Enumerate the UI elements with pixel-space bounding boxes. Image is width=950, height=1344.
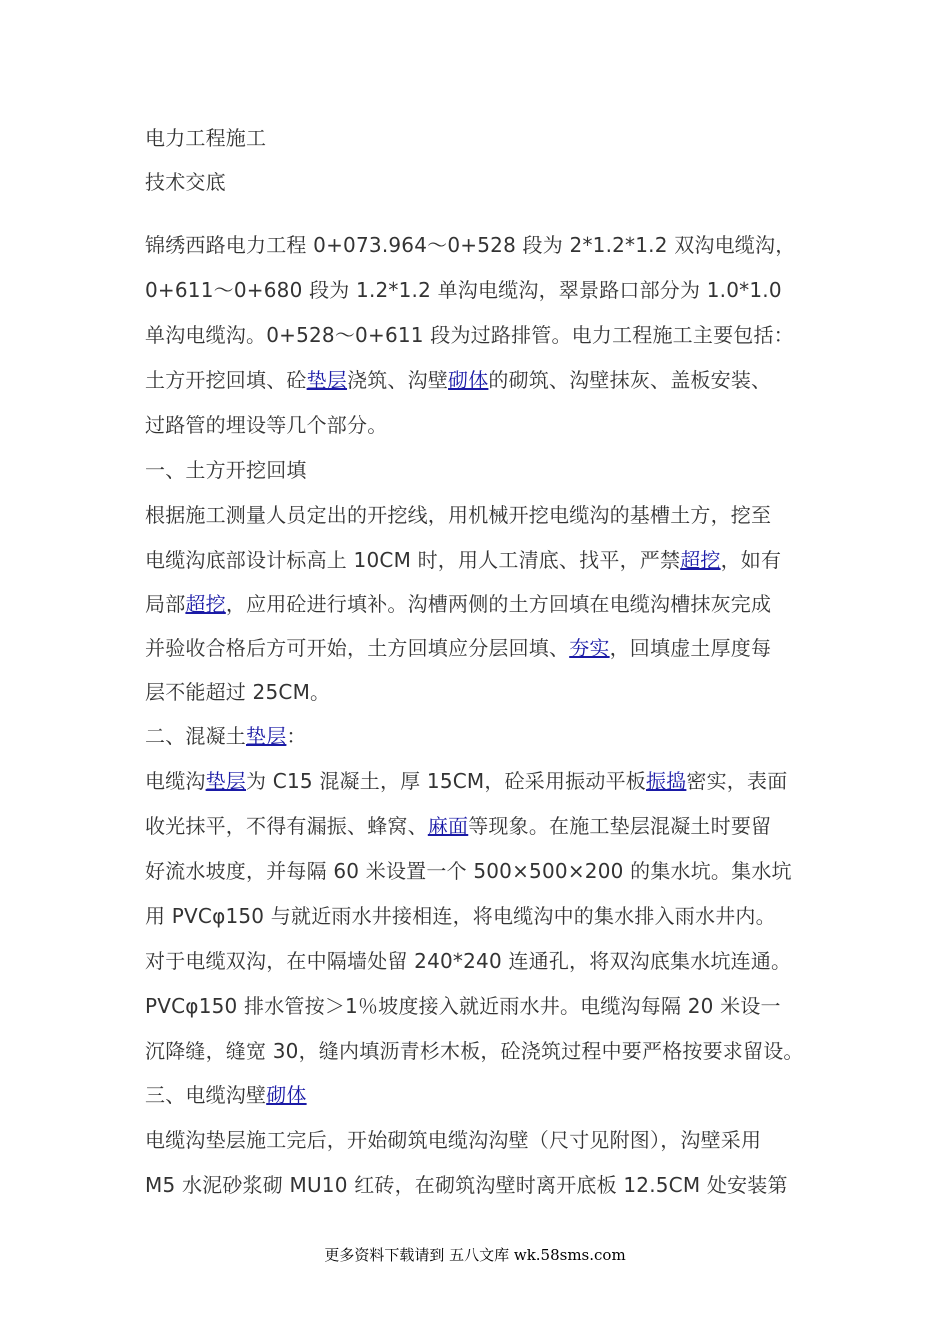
paragraph-line (145, 592, 771, 616)
text-segment: 锦绣西路电力工程 0+073.964～0+528 段为 2*1.2*1.2 双沟电缆沟， (145, 233, 796, 257)
paragraph-line (145, 769, 787, 793)
glossary-link[interactable]: 夯实 (569, 636, 610, 660)
text-segment: ，应用砼进行填补。沟槽两侧的土方回填在电缆沟槽抹灰完成 (225, 592, 772, 616)
paragraph-line (145, 859, 792, 883)
document-title: 电力工程施工 (145, 126, 267, 150)
text-segment: 对于电缆双沟，在中隔墙处留 240*240 连通孔，将双沟底集水坑连通。 (145, 949, 792, 973)
text-segment: 收光抹平，不得有漏振、蜂窝、 (145, 814, 428, 838)
glossary-link[interactable]: 垫层 (306, 368, 348, 392)
text-segment: ，回填虚土厚度每 (609, 636, 772, 660)
section-heading-3 (145, 1083, 307, 1107)
text-segment: 沉降缝，缝宽 30，缝内填沥青杉木板，砼浇筑过程中要严格按要求留设。 (145, 1039, 804, 1063)
paragraph-line (145, 904, 776, 928)
text-segment: 电缆沟底部设计标高上 10CM 时，用人工清底、找平，严禁 (145, 548, 681, 572)
text-segment: 浇筑、沟壁 (347, 368, 449, 392)
text-segment: 好流水坡度，并每隔 60 米设置一个 500×500×200 的集水坑。集水坑 (145, 859, 792, 883)
text-segment: 土方开挖回填、砼 (145, 368, 307, 392)
paragraph-line (145, 413, 387, 437)
glossary-link[interactable]: 垫层 (205, 769, 247, 793)
glossary-link[interactable]: 砌体 (448, 368, 489, 392)
paragraph-line (145, 949, 791, 973)
text-segment: 密实，表面 (686, 769, 788, 793)
text-segment: 层不能超过 25CM。 (145, 680, 331, 704)
paragraph-line (145, 233, 795, 257)
section-heading-2 (145, 724, 307, 748)
paragraph-line (145, 368, 771, 392)
text-segment: 0+611～0+680 段为 1.2*1.2 单沟电缆沟，翠景路口部分为 1.0*1.0 (145, 278, 782, 302)
text-segment: PVCφ150 排水管按＞1％坡度接入就近雨水井。电缆沟每隔 20 米设一 (145, 994, 781, 1018)
text-segment: 过路管的埋设等几个部分。 (145, 413, 388, 437)
text-segment: 用 PVCφ150 与就近雨水井接相连，将电缆沟中的集水排入雨水井内。 (145, 904, 776, 928)
text-segment: 电缆沟 (145, 769, 206, 793)
paragraph-line (145, 636, 771, 660)
glossary-link[interactable]: 麻面 (427, 814, 469, 838)
paragraph-line (145, 994, 781, 1018)
paragraph-line (145, 1128, 761, 1152)
paragraph-line (145, 1173, 788, 1197)
paragraph-line (145, 503, 771, 527)
footer-text: 更多资料下载请到 五八文库 wk.58sms.com (324, 1246, 626, 1264)
paragraph-line (145, 278, 782, 302)
text-segment: 单沟电缆沟。0+528～0+611 段为过路排管。电力工程施工主要包括： (145, 323, 794, 347)
text-segment: 的砌筑、沟壁抹灰、盖板安装、 (488, 368, 772, 392)
section-heading-1 (145, 458, 307, 482)
text-segment: 等现象。在施工垫层混凝土时要留 (468, 814, 772, 838)
paragraph-line (145, 1039, 804, 1063)
document-subtitle: 技术交底 (145, 170, 226, 194)
glossary-link[interactable]: 砌体 (266, 1083, 307, 1107)
text-segment: 局部 (145, 592, 186, 616)
text-segment: 二、混凝土 (145, 724, 246, 748)
paragraph-line (145, 323, 794, 347)
text-segment: M5 水泥砂浆砌 MU10 红砖，在砌筑沟壁时离开底板 12.5CM 处安装第 (145, 1173, 788, 1197)
glossary-link[interactable]: 超挖 (185, 592, 226, 616)
paragraph-line (145, 548, 781, 572)
paragraph-line (145, 814, 771, 838)
text-segment: 三、电缆沟壁 (145, 1083, 267, 1107)
glossary-link[interactable]: 振捣 (645, 769, 687, 793)
text-segment: 为 C15 混凝土，厚 15CM，砼采用振动平板 (246, 769, 646, 793)
text-segment: 一、土方开挖回填 (145, 458, 307, 482)
text-segment: 根据施工测量人员定出的开挖线，用机械开挖电缆沟的基槽土方，挖至 (145, 503, 772, 527)
paragraph-line (145, 680, 330, 704)
text-segment: ，如有 (720, 548, 782, 572)
text-segment: ： (286, 724, 307, 748)
glossary-link[interactable]: 垫层 (246, 724, 287, 748)
text-segment: 电缆沟垫层施工完后，开始砌筑电缆沟沟壁（尺寸见附图），沟壁采用 (145, 1128, 762, 1152)
glossary-link[interactable]: 超挖 (680, 548, 721, 572)
text-segment: 并验收合格后方可开始，土方回填应分层回填、 (145, 636, 570, 660)
